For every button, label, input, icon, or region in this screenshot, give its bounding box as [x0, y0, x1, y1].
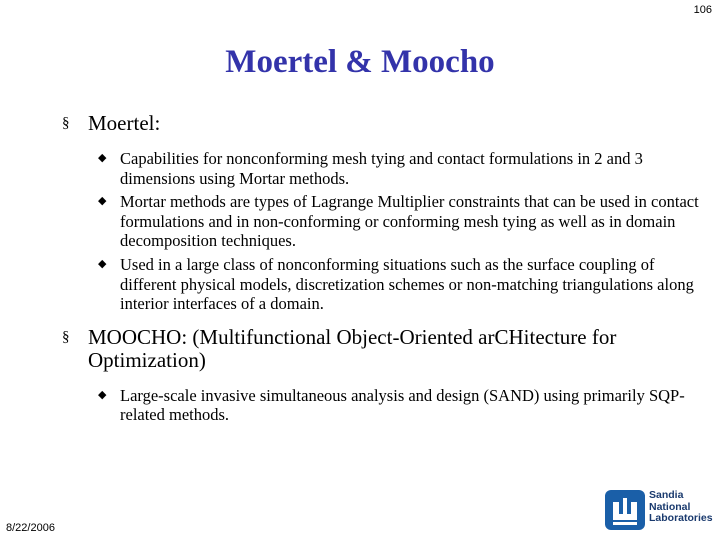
- section-heading: Moertel:: [88, 111, 161, 135]
- list-item: [62, 192, 702, 251]
- sandia-thunderbird-icon: [605, 490, 645, 530]
- list-item-text: Mortar methods are types of Lagrange Multiplier constraints that can be used in contact formulations and in non-conforming or conforming mesh tying as well as in domain decomposition techniques.: [120, 192, 699, 251]
- logo-text: [649, 490, 713, 525]
- bullet-moertel: [62, 112, 702, 135]
- level2-bullet-icon: ◆: [98, 257, 107, 270]
- logo-line: National: [649, 500, 691, 513]
- level2-bullet-icon: ◆: [98, 152, 107, 164]
- slide-content: [62, 112, 702, 429]
- section-heading: MOOCHO: (Multifunctional Object-Oriented arCHitecture for Optimization): [88, 324, 617, 372]
- logo-line: Laboratories: [649, 512, 713, 524]
- moocho-subitems: [62, 386, 702, 425]
- list-item: [62, 255, 702, 314]
- list-item: [62, 149, 702, 188]
- list-item-text: Used in a large class of nonconforming situations such as the surface coupling of different physical models, discretization schemes or non-matching triangulations along interior interfaces of a domain.: [120, 254, 694, 314]
- page-number: 106: [693, 4, 712, 16]
- logo-line: Sandia: [649, 489, 684, 501]
- sandia-logo: [605, 490, 715, 534]
- footer-date: 8/22/2006: [6, 522, 55, 534]
- level1-bullet-icon: §: [62, 328, 70, 345]
- moertel-subitems: [62, 149, 702, 314]
- slide-title: Moertel & Moocho: [225, 44, 495, 80]
- level2-bullet-icon: ◆: [98, 195, 107, 208]
- level1-bullet-icon: §: [62, 115, 70, 131]
- list-item-text: Large-scale invasive simultaneous analysis and design (SAND) using primarily SQP-related methods.: [120, 385, 685, 425]
- bullet-moocho: [62, 326, 702, 372]
- level2-bullet-icon: ◆: [98, 388, 107, 401]
- list-item: [62, 386, 702, 425]
- list-item-text: Capabilities for nonconforming mesh tying and contact formulations in 2 and 3 dimensions using Mortar methods.: [120, 149, 643, 188]
